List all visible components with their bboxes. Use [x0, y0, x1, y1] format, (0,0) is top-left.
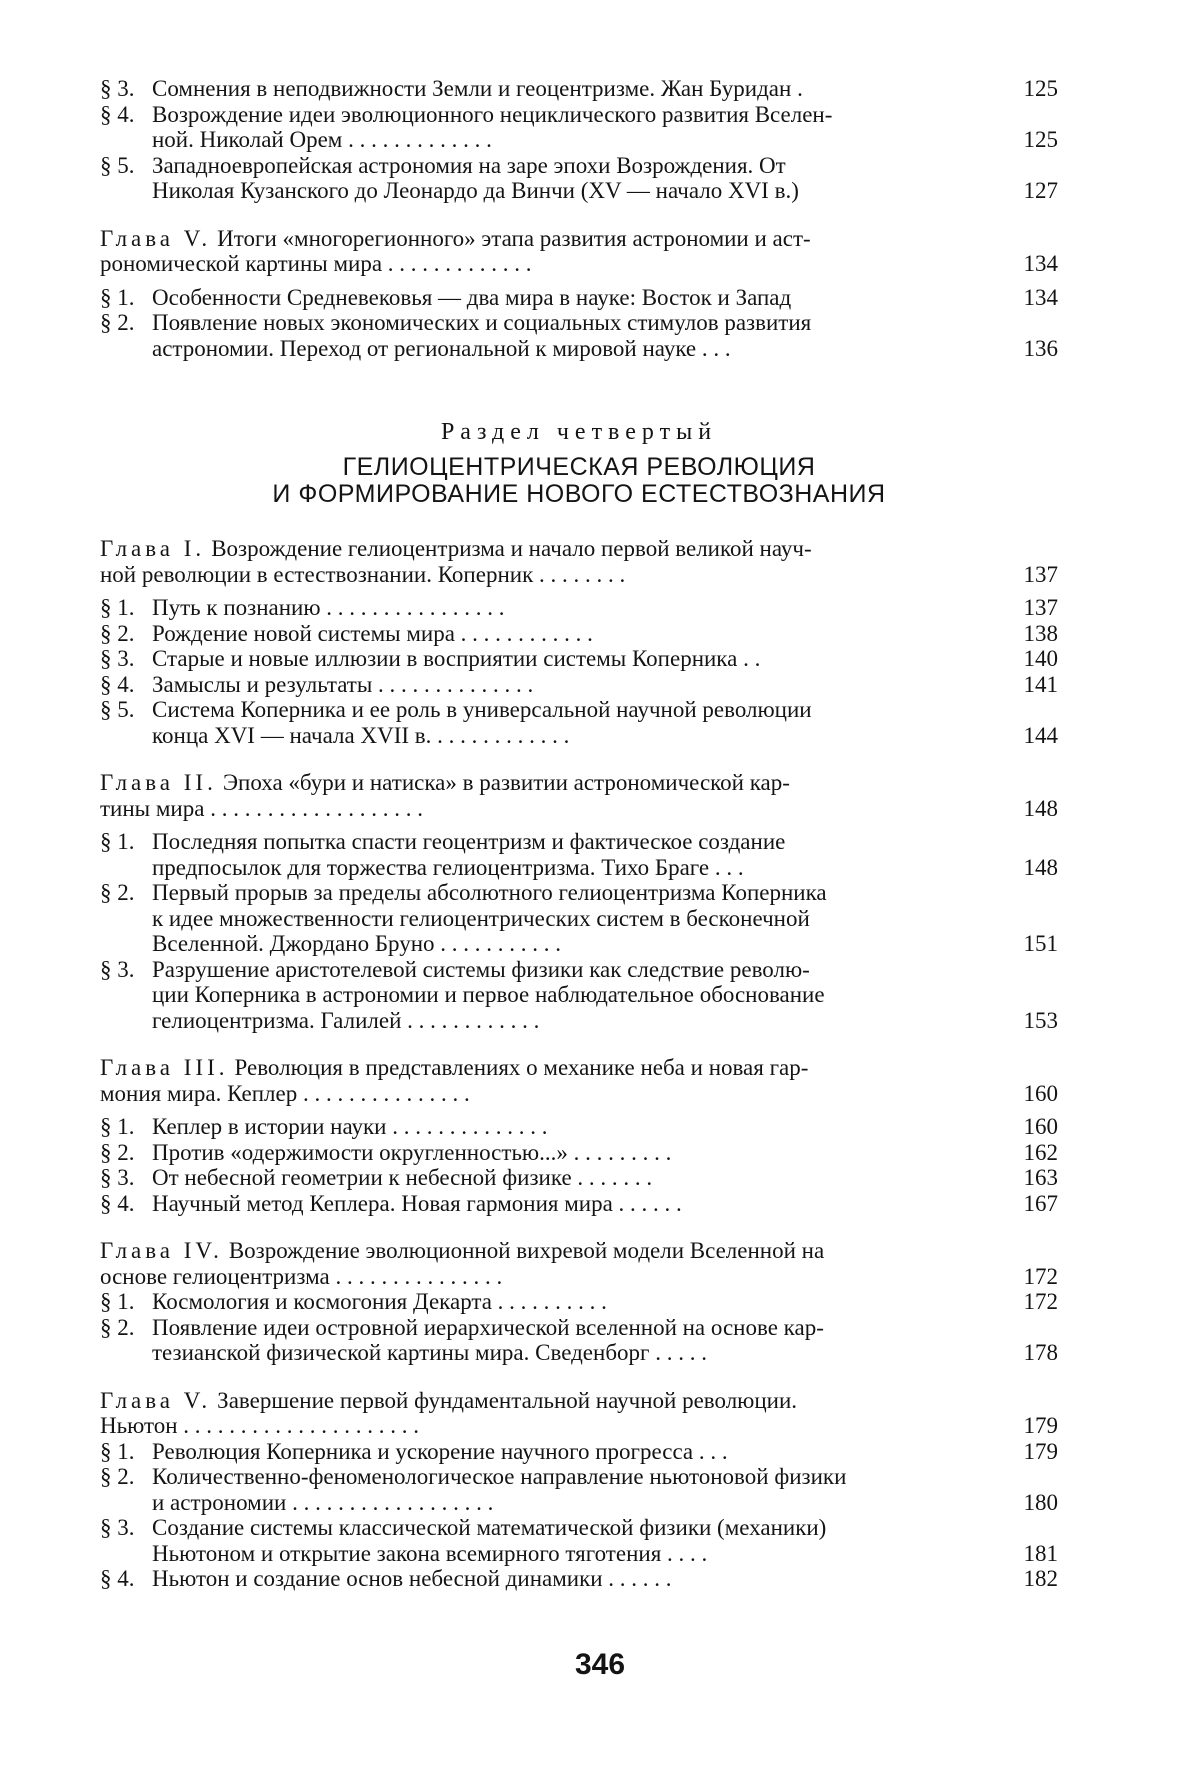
toc-text [152, 1191, 1006, 1217]
toc-title-text: Возрождение идеи эволюционного нециклического развития Вселен- [152, 101, 833, 127]
toc-line [100, 1541, 1058, 1567]
page-reference: 178 [1023, 1340, 1058, 1365]
chapter-label: Глава V. [100, 225, 212, 251]
chapter-spacer [100, 821, 1058, 829]
toc-text [152, 1008, 1006, 1034]
toc-line [100, 1114, 1058, 1140]
section-label: Раздел четвертый [440, 419, 718, 445]
page-reference: 127 [1023, 178, 1058, 203]
page-reference: 160 [1023, 1114, 1058, 1139]
toc-text [152, 178, 1006, 204]
toc-text [152, 1114, 1006, 1140]
toc-line [100, 1289, 1058, 1315]
chapter-gap [100, 1366, 1058, 1388]
toc-line [100, 723, 1058, 749]
toc-text [152, 906, 1006, 932]
page-reference: 182 [1023, 1566, 1058, 1591]
chapter-gap [100, 1216, 1058, 1238]
toc-title-text: ции Коперника в астрономии и первое наблюдательное обоснование [152, 982, 825, 1007]
page-reference: 167 [1023, 1190, 1058, 1216]
chapter-label: Глава II. [100, 770, 217, 795]
toc-title-text: тины мира . . . . . . . . . . . . . . . . . . . [100, 795, 423, 821]
toc-title-text: Появление новых экономических и социальных стимулов развития [152, 310, 812, 335]
toc-line [100, 285, 1058, 311]
toc-entry [100, 672, 1058, 698]
toc-line [100, 770, 1058, 796]
toc-text [152, 1439, 1006, 1465]
page-reference: 148 [1023, 795, 1058, 821]
toc-text [100, 1413, 1006, 1439]
toc-title-text: Создание системы классической математической физики (механики) [152, 1515, 827, 1540]
toc-title-text: Революция в представлениях о механике неба и новая гар- [234, 1055, 809, 1080]
toc-text [100, 1388, 1006, 1414]
toc-title-text: Система Коперника и ее роль в универсальной научной революции [152, 697, 812, 722]
toc-title-text: Последняя попытка спасти геоцентризм и фактическое создание [152, 829, 786, 854]
toc-entry [100, 1515, 1058, 1566]
page-reference: 141 [1023, 671, 1058, 697]
toc-line [100, 562, 1058, 588]
toc-entry [100, 1566, 1058, 1592]
paragraph-mark: § 2. [100, 1464, 135, 1489]
toc-chapter [100, 770, 1058, 821]
toc-line [100, 310, 1058, 336]
toc-title-text: и астрономии . . . . . . . . . . . . . . . . . . [152, 1489, 494, 1515]
toc-line [100, 153, 1058, 179]
toc-entry [100, 957, 1058, 1034]
toc-entry [100, 1464, 1058, 1515]
toc-text [100, 1055, 1006, 1081]
page-reference: 172 [1023, 1289, 1058, 1314]
toc-line [100, 336, 1058, 362]
toc-text [152, 697, 1006, 723]
toc-title-text: ной. Николай Орем . . . . . . . . . . . . . [152, 127, 492, 152]
toc-text [152, 76, 1006, 102]
page-reference: 136 [1023, 335, 1058, 361]
toc-line [100, 226, 1058, 252]
toc-title-text: Ньютоном и открытие закона всемирного тяготения . . . . [152, 1540, 708, 1566]
toc-text [100, 226, 1006, 252]
toc-text [152, 595, 1006, 621]
chapter-gap [100, 1033, 1058, 1055]
paragraph-mark: § 2. [100, 1139, 135, 1165]
page-reference: 134 [1023, 284, 1058, 310]
toc-title-text: Кеплер в истории науки . . . . . . . . . . . . . . [152, 1114, 548, 1139]
toc-text [152, 829, 1006, 855]
toc-text [152, 931, 1006, 957]
toc-entry [100, 1191, 1058, 1217]
toc-text [152, 1140, 1006, 1166]
toc-text [152, 285, 1006, 311]
toc-title-text: Вселенной. Джордано Бруно . . . . . . . . . . . [152, 931, 562, 956]
toc-entry [100, 1114, 1058, 1140]
chapter-label: Глава IV. [100, 1238, 223, 1263]
section-heading [100, 419, 1058, 508]
toc-title-text: Возрождение эволюционной вихревой модели Вселенной на [228, 1238, 825, 1263]
toc-title-text: астрономии. Переход от региональной к мировой науке . . . [152, 335, 731, 361]
toc-entry [100, 285, 1058, 311]
page-reference: 125 [1023, 76, 1058, 101]
paragraph-mark: § 3. [100, 646, 135, 671]
paragraph-mark: § 1. [100, 1114, 135, 1139]
toc-title-text: Итоги «многорегионного» этапа развития астрономии и аст- [217, 225, 811, 251]
toc-title-text: Сомнения в неподвижности Земли и геоцентризме. Жан Буридан . [152, 76, 803, 101]
toc-text [100, 251, 1006, 277]
toc-text [152, 1464, 1006, 1490]
toc-part-bottom [100, 536, 1058, 1592]
toc-title-text: Николая Кузанского до Леонардо да Винчи (XV — начало XVI в.) [152, 178, 799, 203]
toc-title-text: Против «одержимости округленностью...» . . . . . . . . . [152, 1139, 672, 1165]
toc-chapter [100, 1238, 1058, 1289]
toc-text [100, 1081, 1006, 1107]
chapter-spacer [100, 277, 1058, 285]
paragraph-mark: § 4. [100, 1190, 135, 1216]
toc-entry [100, 153, 1058, 204]
toc-line [100, 1238, 1058, 1264]
toc-line [100, 1140, 1058, 1166]
toc-title-text: к идее множественности гелиоцентрических систем в бесконечной [152, 905, 810, 931]
paragraph-mark: § 2. [100, 1314, 135, 1340]
table-of-contents-page [100, 76, 1058, 1592]
toc-line [100, 1413, 1058, 1439]
toc-line [100, 646, 1058, 672]
toc-line [100, 1388, 1058, 1414]
toc-line [100, 536, 1058, 562]
toc-title-text: Ньютон . . . . . . . . . . . . . . . . . . . . . [100, 1413, 420, 1438]
toc-chapter [100, 1055, 1058, 1106]
toc-text [152, 672, 1006, 698]
toc-line [100, 127, 1058, 153]
toc-text [152, 723, 1006, 749]
toc-title-text: рономической картины мира . . . . . . . . . . . . . [100, 251, 532, 276]
toc-text [152, 646, 1006, 672]
page-reference: 180 [1023, 1489, 1058, 1515]
toc-line [100, 76, 1058, 102]
toc-line [100, 931, 1058, 957]
paragraph-mark: § 3. [100, 1515, 135, 1540]
toc-text [152, 957, 1006, 983]
page-reference: 160 [1023, 1080, 1058, 1106]
toc-entry [100, 76, 1058, 102]
toc-title-text: Появление идеи островной иерархической вселенной на основе кар- [152, 1314, 824, 1340]
toc-line [100, 1191, 1058, 1217]
paragraph-mark: § 5. [100, 152, 135, 178]
toc-title-text: Особенности Средневековья — два мира в науке: Восток и Запад [152, 284, 792, 310]
paragraph-mark: § 1. [100, 829, 135, 854]
toc-line [100, 697, 1058, 723]
toc-title-text: Научный метод Кеплера. Новая гармония мира . . . . . . [152, 1190, 682, 1216]
toc-line [100, 796, 1058, 822]
toc-title-text: Разрушение аристотелевой системы физики как следствие револю- [152, 956, 810, 982]
toc-title-text: тезианской физической картины мира. Сведенборг . . . . . [152, 1340, 707, 1365]
toc-text [100, 1264, 1006, 1290]
chapter-label: Глава V. [100, 1387, 212, 1413]
paragraph-mark: § 1. [100, 284, 135, 310]
section-title-line-1: ГЕЛИОЦЕНТРИЧЕСКАЯ РЕВОЛЮЦИЯ [342, 453, 816, 481]
toc-title-text: Западноевропейская астрономия на заре эпохи Возрождения. От [152, 152, 786, 178]
page-reference: 163 [1023, 1165, 1058, 1190]
toc-part-top [100, 76, 1058, 361]
toc-text [152, 1165, 1006, 1191]
toc-line [100, 251, 1058, 277]
page-reference: 181 [1023, 1540, 1058, 1566]
chapter-gap [100, 204, 1058, 226]
toc-line [100, 1566, 1058, 1592]
toc-line [100, 855, 1058, 881]
toc-line [100, 1165, 1058, 1191]
paragraph-mark: § 3. [100, 956, 135, 982]
toc-title-text: Завершение первой фундаментальной научной революции. [217, 1387, 798, 1413]
toc-title-text: предпосылок для торжества гелиоцентризма. Тихо Браге . . . [152, 854, 744, 880]
toc-line [100, 906, 1058, 932]
toc-text [152, 310, 1006, 336]
page-reference: 151 [1023, 931, 1058, 956]
toc-title-text: От небесной геометрии к небесной физике . . . . . . . [152, 1165, 653, 1190]
toc-text [100, 562, 1006, 588]
toc-title-text: Ньютон и создание основ небесной динамики . . . . . . [152, 1566, 672, 1591]
toc-title-text: Космология и космогония Декарта . . . . . . . . . . [152, 1289, 607, 1314]
toc-text [152, 1541, 1006, 1567]
toc-entry [100, 1165, 1058, 1191]
toc-line [100, 1264, 1058, 1290]
toc-chapter [100, 1388, 1058, 1439]
chapter-label: Глава I. [100, 536, 206, 561]
section-title-line-2: И ФОРМИРОВАНИЕ НОВОГО ЕСТЕСТВОЗНАНИЯ [272, 480, 886, 508]
paragraph-mark: § 4. [100, 101, 135, 127]
toc-text [152, 621, 1006, 647]
toc-line [100, 102, 1058, 128]
page-reference: 138 [1023, 620, 1058, 646]
paragraph-mark: § 4. [100, 1566, 135, 1591]
toc-title-text: Эпоха «бури и натиска» в развитии астрономической кар- [222, 770, 790, 795]
paragraph-mark: § 3. [100, 76, 135, 101]
toc-text [152, 982, 1006, 1008]
toc-text [100, 1238, 1006, 1264]
toc-line [100, 829, 1058, 855]
page-reference: 162 [1023, 1139, 1058, 1165]
toc-line [100, 1464, 1058, 1490]
toc-title-text: ной революции в естествознании. Коперник . . . . . . . . [100, 561, 626, 587]
chapter-spacer [100, 1106, 1058, 1114]
toc-line [100, 178, 1058, 204]
paragraph-mark: § 2. [100, 310, 135, 335]
paragraph-mark: § 2. [100, 880, 135, 905]
toc-text [152, 1340, 1006, 1366]
toc-entry [100, 1289, 1058, 1315]
paragraph-mark: § 1. [100, 1438, 135, 1464]
toc-title-text: Рождение новой системы мира . . . . . . . . . . . . [152, 620, 593, 646]
page-reference: 134 [1023, 251, 1058, 276]
toc-text [152, 855, 1006, 881]
toc-line [100, 957, 1058, 983]
page-reference: 137 [1023, 561, 1058, 587]
toc-chapter [100, 536, 1058, 587]
toc-text [152, 1289, 1006, 1315]
toc-line [100, 1008, 1058, 1034]
toc-line [100, 982, 1058, 1008]
toc-entry [100, 1439, 1058, 1465]
toc-entry [100, 1315, 1058, 1366]
page-number: 346 [574, 1648, 626, 1681]
toc-text [152, 1315, 1006, 1341]
page-reference: 179 [1023, 1438, 1058, 1464]
paragraph-mark: § 1. [100, 1289, 135, 1314]
chapter-spacer [100, 587, 1058, 595]
toc-line [100, 880, 1058, 906]
toc-title-text: основе гелиоцентризма . . . . . . . . . . . . . . . [100, 1263, 503, 1289]
toc-title-text: конца XVI — начала XVII в. . . . . . . . . . . . . [152, 722, 570, 748]
toc-text [100, 536, 1006, 562]
toc-line [100, 595, 1058, 621]
toc-entry [100, 829, 1058, 880]
toc-title-text: Возрождение гелиоцентризма и начало первой великой науч- [211, 536, 812, 561]
paragraph-mark: § 3. [100, 1165, 135, 1190]
toc-line [100, 1315, 1058, 1341]
toc-title-text: Первый прорыв за пределы абсолютного гелиоцентризма Коперника [152, 880, 827, 905]
toc-title-text: Замыслы и результаты . . . . . . . . . . . . . . [152, 671, 534, 697]
toc-title-text: Количественно-феноменологическое направление ньютоновой физики [152, 1464, 847, 1489]
toc-text [152, 127, 1006, 153]
toc-text [152, 1566, 1006, 1592]
toc-entry [100, 1140, 1058, 1166]
page-reference: 144 [1023, 722, 1058, 748]
toc-title-text: мония мира. Кеплер . . . . . . . . . . . . . . . [100, 1080, 470, 1106]
toc-chapter [100, 226, 1058, 277]
toc-text [100, 796, 1006, 822]
toc-line [100, 1515, 1058, 1541]
toc-text [100, 770, 1006, 796]
toc-title-text: гелиоцентризма. Галилей . . . . . . . . . . . . [152, 1007, 540, 1033]
page-reference: 153 [1023, 1007, 1058, 1033]
toc-entry [100, 697, 1058, 748]
toc-line [100, 672, 1058, 698]
toc-entry [100, 595, 1058, 621]
toc-title-text: Революция Коперника и ускорение научного прогресса . . . [152, 1438, 728, 1464]
paragraph-mark: § 1. [100, 595, 135, 620]
toc-line [100, 621, 1058, 647]
paragraph-mark: § 4. [100, 671, 135, 697]
toc-text [152, 1490, 1006, 1516]
toc-entry [100, 646, 1058, 672]
toc-entry [100, 102, 1058, 153]
page-reference: 125 [1023, 127, 1058, 152]
toc-text [152, 336, 1006, 362]
toc-line [100, 1439, 1058, 1465]
toc-text [152, 102, 1006, 128]
paragraph-mark: § 5. [100, 697, 135, 722]
toc-entry [100, 621, 1058, 647]
page-reference: 137 [1023, 595, 1058, 620]
page-reference: 140 [1023, 646, 1058, 671]
page-reference: 148 [1023, 854, 1058, 880]
page-reference: 172 [1023, 1263, 1058, 1289]
toc-title-text: Старые и новые иллюзии в восприятии системы Коперника . . [152, 646, 761, 671]
page-reference: 179 [1023, 1413, 1058, 1438]
toc-text [152, 153, 1006, 179]
toc-entry [100, 310, 1058, 361]
paragraph-mark: § 2. [100, 620, 135, 646]
chapter-label: Глава III. [100, 1055, 229, 1080]
toc-line [100, 1340, 1058, 1366]
chapter-gap [100, 748, 1058, 770]
toc-text [152, 1515, 1006, 1541]
toc-line [100, 1490, 1058, 1516]
toc-text [152, 880, 1006, 906]
toc-line [100, 1055, 1058, 1081]
toc-title-text: Путь к познанию . . . . . . . . . . . . . . . . [152, 595, 505, 620]
toc-line [100, 1081, 1058, 1107]
toc-entry [100, 880, 1058, 957]
